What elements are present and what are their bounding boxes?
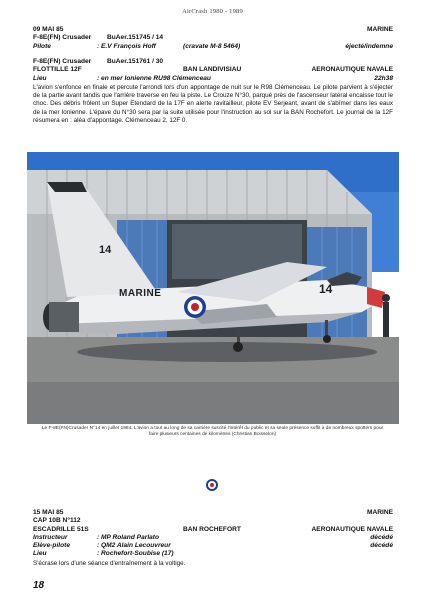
pilot-name: : E.V François Hoff: [97, 42, 156, 50]
pilot-label: Pilote: [33, 42, 51, 50]
location-label: Lieu: [33, 550, 47, 558]
base-name: BAN LANDIVISIAU: [183, 66, 242, 74]
location-value: : Rochefort-Soubise (17): [97, 550, 174, 558]
crew-label: Instructeur: [33, 533, 68, 541]
entry-date: 09 MAI 85: [33, 26, 64, 33]
crew-status: décédé: [370, 542, 393, 550]
entry-branch: MARINE: [366, 26, 393, 33]
aircraft-serial: BuAer.151745 / 14: [107, 34, 164, 42]
accident-time: 22h38: [374, 74, 393, 82]
location-label: Lieu: [33, 74, 47, 82]
accident-description: S'écrase lors d'une séance d'entraînement à la voltige.: [33, 559, 186, 567]
aircraft-type: F-8E(FN) Crusader: [33, 58, 92, 65]
unit-name: ESCADRILLE 51S: [33, 525, 89, 533]
page-number: 18: [33, 580, 45, 591]
accident-entry-1: [33, 26, 393, 51]
location-value: : en mer Ionienne RU98 Clémenceau: [97, 74, 211, 82]
pilot-status: éjecté/indemne: [345, 42, 393, 50]
pilot-callsign: (cravate M-8 5464): [183, 42, 241, 50]
service-name: AERONAUTIQUE NAVALE: [311, 66, 393, 74]
service-name: AERONAUTIQUE NAVALE: [311, 525, 393, 533]
unit-name: FLOTTILLE 12F: [33, 66, 82, 74]
accident-description: L'avion s'enfonce en finale et percute l'arrondi lors d'un appontage de nuit sur le R98 Clémenceau. Le pilote parvient à s'éjecter de la partie avant tandis que l'arrière traverse en feu la piste. Le Crouze N°30, parqué près de l'ascenseur latéral encaisse tout le choc. Des débris frôlent un Super Etendard de la 17F en alerte ravitailleur, pilote EV Serjeant, avant de s'abîmer dans les eaux de la mer Ionienne. L'épave du N°30 sera par la suite utilisée pour l'instruction au sol sur la BAN Rochefort. Le journal de la 12F résumera en : aléa d'appontage. Clémenceau 2, 12F 0.: [33, 83, 393, 124]
crew-name: : QM2 Alain Lecouvreur: [97, 542, 171, 550]
accident-entry-2: [33, 58, 393, 125]
entry-branch: MARINE: [366, 509, 393, 516]
entry-date: 15 MAI 85: [33, 509, 64, 516]
crew-status: décédé: [370, 533, 393, 541]
tail-number: 14: [99, 244, 112, 256]
base-name: BAN ROCHEFORT: [183, 525, 241, 533]
running-head: AirCrash 1980 - 1989: [182, 8, 243, 15]
aircraft-serial: BuAer.151761 / 30: [107, 58, 164, 65]
aircraft-type: F-8E(FN) Crusader: [33, 34, 92, 42]
fuselage-marking: MARINE: [119, 288, 162, 299]
photo-caption: Le F-8E(FN)Crusader N°14 en juillet 1984. L'avion a tout au long de sa carrière suscité l'intérêt du public et sa seule présence suffit à de nombreux spotters pour faire plusieurs centaines de kilomètres (Christian Boisselon): [41, 426, 384, 437]
accident-entry-3: [33, 509, 393, 568]
roundel-icon: [206, 479, 218, 491]
aircraft-type: CAP 10B N°112: [33, 517, 81, 525]
aircraft-photo: [27, 152, 399, 424]
crew-name: : MP Roland Parlato: [97, 533, 160, 541]
nose-number: 14: [319, 282, 333, 296]
crew-label: Elève-pilote: [33, 542, 71, 550]
